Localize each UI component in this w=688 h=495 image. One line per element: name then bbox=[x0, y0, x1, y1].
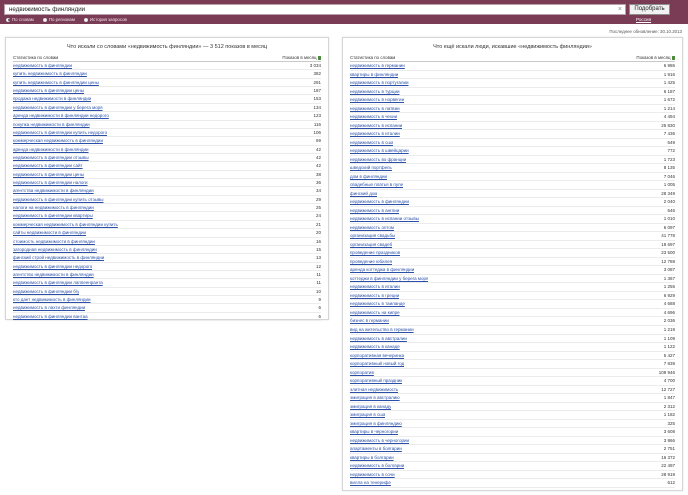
left-results-panel bbox=[5, 37, 329, 320]
table-row bbox=[13, 62, 321, 70]
table-row bbox=[350, 420, 675, 429]
query-link[interactable]: недвижимость в италии bbox=[350, 284, 400, 290]
query-link[interactable]: корпоративная вечеринка bbox=[350, 352, 405, 358]
col-views-header bbox=[636, 55, 675, 61]
excel-export-icon[interactable] bbox=[318, 56, 322, 60]
query-link[interactable]: недвижимость в черногории bbox=[350, 437, 409, 443]
table-row bbox=[350, 241, 675, 250]
table-header bbox=[13, 55, 321, 62]
table-row bbox=[350, 309, 675, 318]
views-count: 6 097 bbox=[663, 224, 675, 230]
table-row bbox=[350, 249, 675, 258]
query-link[interactable]: недвижимость в финляндии вантаа bbox=[13, 313, 88, 319]
query-link[interactable]: недвижимость в сша bbox=[350, 139, 394, 145]
views-count: 1 005 bbox=[663, 182, 675, 188]
table-row bbox=[350, 300, 675, 309]
table-row bbox=[13, 296, 321, 304]
query-link[interactable]: купить недвижимость в финляндии bbox=[13, 71, 87, 77]
views-count: 1 109 bbox=[663, 335, 675, 341]
views-count: 12 727 bbox=[661, 386, 675, 392]
table-row bbox=[350, 96, 675, 105]
views-count: 772 bbox=[667, 148, 675, 154]
views-count: 21 bbox=[315, 221, 321, 227]
query-link[interactable]: недвижимость в финляндии купить недорого bbox=[13, 129, 108, 135]
query-link[interactable]: недвижимость оптом bbox=[350, 224, 394, 230]
views-count: 28 919 bbox=[661, 471, 675, 477]
table-row bbox=[350, 335, 675, 344]
views-count: 3 087 bbox=[663, 267, 675, 273]
query-link[interactable]: недвижимость в португалии bbox=[350, 80, 409, 86]
views-count: 187 bbox=[313, 88, 321, 94]
views-count: 25 bbox=[315, 205, 321, 211]
views-count: 4 696 bbox=[663, 309, 675, 315]
table-row bbox=[13, 121, 321, 129]
table-row bbox=[350, 377, 675, 386]
col-views-header bbox=[282, 55, 321, 61]
panel-title: Что ещё искали люди, искавшие «недвижимость финляндии» bbox=[433, 44, 592, 50]
query-link[interactable]: финский строй недвижимость в финляндии bbox=[13, 255, 105, 261]
views-count: 11 bbox=[316, 271, 321, 277]
query-link[interactable]: недвижимость в финляндии цены bbox=[13, 88, 84, 94]
submit-button[interactable]: Подобрать bbox=[629, 4, 670, 15]
views-count: 12 bbox=[315, 263, 321, 269]
views-count: 28 349 bbox=[661, 190, 675, 196]
query-link[interactable]: продажа недвижимости в финляндии bbox=[13, 96, 92, 102]
table-row bbox=[13, 254, 321, 262]
query-link[interactable]: коттеджи в финляндии у берега моря bbox=[350, 275, 429, 281]
table-row bbox=[350, 164, 675, 173]
table-row bbox=[350, 258, 675, 267]
query-link[interactable]: эмиграция в канаду bbox=[350, 403, 392, 409]
views-count: 1 425 bbox=[663, 80, 675, 86]
table-row bbox=[13, 279, 321, 287]
table-row bbox=[350, 113, 675, 122]
table-row bbox=[350, 173, 675, 182]
table-row bbox=[350, 105, 675, 114]
table-row bbox=[13, 146, 321, 154]
views-count: 24 bbox=[315, 213, 321, 219]
views-count: 9 bbox=[318, 297, 321, 303]
table-row bbox=[350, 386, 675, 395]
table-row bbox=[350, 326, 675, 335]
query-link[interactable]: вид на жительство в германии bbox=[350, 326, 414, 332]
mode-history[interactable] bbox=[84, 16, 127, 23]
views-count: 6 929 bbox=[663, 292, 675, 298]
views-count: 20 bbox=[315, 230, 321, 236]
query-link[interactable]: недвижимость в финляндии б/у bbox=[13, 288, 80, 294]
query-link[interactable]: стоимость недвижимости в финляндии bbox=[13, 238, 95, 244]
views-count: 649 bbox=[667, 139, 675, 145]
query-link[interactable]: купить недвижимость в финляндии цены bbox=[13, 79, 99, 85]
table-row bbox=[350, 147, 675, 156]
table-row bbox=[13, 246, 321, 254]
excel-export-icon[interactable] bbox=[672, 56, 676, 60]
views-count: 18 697 bbox=[661, 241, 675, 247]
last-update-text: Последнее обновление: 30.10.2013 bbox=[609, 29, 682, 34]
views-count: 123 bbox=[313, 113, 321, 119]
table-row bbox=[350, 479, 675, 488]
search-header bbox=[0, 0, 688, 24]
query-link[interactable]: шведский портфель bbox=[350, 165, 392, 171]
query-link[interactable]: элитная недвижимость bbox=[350, 386, 399, 392]
results-table bbox=[13, 55, 321, 321]
query-link[interactable]: организация свадеб bbox=[350, 241, 393, 247]
query-link[interactable]: недвижимость в финляндии налоги bbox=[13, 180, 88, 186]
table-row bbox=[13, 70, 321, 78]
views-count: 382 bbox=[313, 71, 321, 77]
query-link[interactable]: налоги на недвижимость в финляндии bbox=[13, 205, 94, 211]
query-link[interactable]: недвижимость в финляндии квартиры bbox=[13, 213, 93, 219]
query-link[interactable]: недвижимость в финляндии bbox=[13, 63, 72, 68]
views-count: 1 219 bbox=[663, 326, 675, 332]
views-count: 8 135 bbox=[663, 165, 675, 171]
query-link[interactable]: недвижимость в канаде bbox=[350, 344, 400, 350]
query-link[interactable]: недвижимость в норвегии bbox=[350, 97, 405, 103]
views-count: 15 bbox=[315, 246, 321, 252]
mode-label: По словам bbox=[12, 17, 34, 22]
query-link[interactable]: бизнес в германии bbox=[350, 318, 389, 324]
table-row bbox=[350, 437, 675, 446]
query-link[interactable]: корпоративный новый год bbox=[350, 361, 405, 367]
views-count: 22 497 bbox=[661, 463, 675, 469]
table-row bbox=[350, 139, 675, 148]
views-count: 2 751 bbox=[663, 446, 675, 452]
radio-icon[interactable] bbox=[84, 18, 88, 22]
query-link[interactable]: агентства недвижимости в финляндии bbox=[13, 188, 94, 194]
query-link[interactable]: дом в финляндии bbox=[350, 173, 388, 179]
query-link[interactable]: корпоратив bbox=[350, 369, 374, 375]
table-row bbox=[350, 232, 675, 241]
views-count: 36 bbox=[315, 180, 321, 186]
query-link[interactable]: недвижимость в сочи bbox=[350, 471, 395, 477]
table-row bbox=[350, 283, 675, 292]
table-body bbox=[13, 62, 321, 321]
views-count: 16 bbox=[315, 238, 321, 244]
query-link[interactable]: аренда коттеджа в финляндии bbox=[350, 267, 415, 273]
views-count: 1 916 bbox=[663, 71, 675, 77]
table-row bbox=[13, 104, 321, 112]
views-count: 6 bbox=[318, 305, 321, 311]
mode-label: История запросов bbox=[89, 17, 127, 22]
table-row bbox=[13, 187, 321, 195]
table-row bbox=[350, 394, 675, 403]
table-row bbox=[350, 471, 675, 480]
table-row bbox=[350, 215, 675, 224]
right-results-panel bbox=[342, 37, 683, 491]
query-link[interactable]: финский дом bbox=[350, 190, 378, 196]
table-row bbox=[350, 454, 675, 463]
views-count: 29 bbox=[315, 196, 321, 202]
table-row bbox=[13, 196, 321, 204]
table-row bbox=[350, 360, 675, 369]
query-link[interactable]: квартиры в болгарии bbox=[350, 454, 394, 460]
views-count: 1 672 bbox=[663, 97, 675, 103]
mode-by-regions[interactable] bbox=[43, 16, 75, 23]
table-row bbox=[350, 292, 675, 301]
query-link[interactable]: агентство недвижимости в финляндии bbox=[13, 271, 94, 277]
mode-by-words[interactable] bbox=[6, 16, 34, 23]
views-count: 34 bbox=[315, 188, 321, 194]
table-row bbox=[350, 62, 675, 71]
views-count: 41 778 bbox=[661, 233, 675, 239]
table-row bbox=[350, 403, 675, 412]
views-count: 38 bbox=[315, 171, 321, 177]
query-link[interactable]: эмиграция в австралию bbox=[350, 395, 400, 401]
search-query-text: недвижимость финляндии bbox=[9, 6, 86, 13]
views-count: 2 312 bbox=[663, 403, 675, 409]
views-count: 69 bbox=[315, 138, 321, 144]
views-count: 6 986 bbox=[663, 63, 675, 68]
query-link[interactable]: недвижимость в финляндии сайт bbox=[13, 163, 83, 169]
query-link[interactable]: недвижимость в финляндии у берега моря bbox=[13, 104, 103, 110]
query-link[interactable]: эмиграция в финляндию bbox=[350, 420, 402, 426]
table-row bbox=[13, 162, 321, 170]
table-row bbox=[13, 79, 321, 87]
views-count: 1 847 bbox=[663, 395, 675, 401]
views-count: 7 839 bbox=[663, 361, 675, 367]
views-count: 291 bbox=[313, 79, 321, 85]
query-link[interactable]: недвижимость в австралии bbox=[350, 335, 407, 341]
table-row bbox=[350, 445, 675, 454]
views-count: 1 255 bbox=[663, 284, 675, 290]
query-link[interactable]: недвижимость в турции bbox=[350, 88, 400, 94]
query-link[interactable]: проведение праздников bbox=[350, 250, 400, 256]
query-link[interactable]: загородная недвижимость в финляндии bbox=[13, 246, 97, 252]
table-row bbox=[350, 411, 675, 420]
query-link[interactable]: свадебные платья в пуле bbox=[350, 182, 404, 188]
table-row bbox=[350, 181, 675, 190]
table-row bbox=[350, 156, 675, 165]
query-link[interactable]: вилла на тенерифе bbox=[350, 480, 391, 486]
views-count: 6 187 bbox=[663, 88, 675, 94]
views-count: 42 bbox=[315, 163, 321, 169]
col-views-label: Показов в месяц bbox=[636, 55, 671, 60]
table-row bbox=[350, 190, 675, 199]
views-count: 4 494 bbox=[663, 114, 675, 120]
table-row bbox=[350, 369, 675, 378]
views-count: 25 830 bbox=[661, 122, 675, 128]
table-row bbox=[13, 263, 321, 271]
views-count: 7 046 bbox=[663, 173, 675, 179]
views-count: 2 040 bbox=[663, 199, 675, 205]
views-count: 1 122 bbox=[663, 344, 675, 350]
query-link[interactable]: недвижимость в греции bbox=[350, 292, 400, 298]
table-row bbox=[13, 179, 321, 187]
views-count: 4 688 bbox=[663, 301, 675, 307]
views-count: 42 bbox=[315, 154, 321, 160]
table-row bbox=[350, 207, 675, 216]
views-count: 116 bbox=[313, 121, 321, 127]
views-count: 5 427 bbox=[663, 352, 675, 358]
query-link[interactable]: квартиры в черногории bbox=[350, 429, 399, 435]
query-link[interactable]: недвижимость на кипре bbox=[350, 309, 400, 315]
table-row bbox=[350, 79, 675, 88]
query-link[interactable]: квартиры в финляндии bbox=[350, 71, 399, 77]
table-header bbox=[350, 55, 675, 62]
query-link[interactable]: аренда недвижимости в финляндии недорого bbox=[13, 113, 109, 119]
views-count: 42 bbox=[315, 146, 321, 152]
views-count: 23 500 bbox=[661, 250, 675, 256]
query-link[interactable]: покупка недвижимости в финляндии bbox=[13, 121, 90, 127]
table-row bbox=[13, 137, 321, 145]
query-link[interactable]: недвижимость в финляндии купить отзывы bbox=[13, 196, 104, 202]
col-views-label: Показов в месяц bbox=[282, 55, 317, 60]
query-link[interactable]: недвижимость в финляндии цены bbox=[13, 171, 84, 177]
radio-icon[interactable] bbox=[43, 18, 47, 22]
views-count: 3 608 bbox=[663, 429, 675, 435]
table-row bbox=[13, 288, 321, 296]
query-link[interactable]: сайты недвижимости в финляндии bbox=[13, 230, 86, 236]
views-count: 1 367 bbox=[663, 275, 675, 281]
table-row bbox=[350, 428, 675, 437]
table-row bbox=[13, 87, 321, 95]
query-link[interactable]: недвижимость в таиланде bbox=[350, 301, 405, 307]
views-count: 1 010 bbox=[663, 216, 675, 222]
query-link[interactable]: недвижимость в швейцарии bbox=[350, 148, 409, 154]
views-count: 4 700 bbox=[663, 378, 675, 384]
views-count: 13 bbox=[315, 255, 321, 261]
table-row bbox=[350, 224, 675, 233]
col-query-header: Статистика по словам bbox=[350, 55, 396, 60]
table-row bbox=[350, 71, 675, 80]
query-link[interactable]: недвижимость в болгарии bbox=[350, 463, 405, 469]
table-row bbox=[350, 122, 675, 131]
views-count: 11 bbox=[316, 280, 321, 286]
table-row bbox=[13, 204, 321, 212]
search-mode-group bbox=[6, 16, 127, 23]
mode-label: По регионам bbox=[48, 17, 75, 22]
table-row bbox=[350, 266, 675, 275]
search-input[interactable] bbox=[4, 4, 626, 15]
views-count: 3 866 bbox=[663, 437, 675, 443]
views-count: 7 436 bbox=[663, 131, 675, 137]
query-link[interactable]: недвижимость в англии bbox=[350, 207, 400, 213]
query-link[interactable]: коммерческая недвижимость в финляндии купить bbox=[13, 221, 118, 227]
views-count: 1 214 bbox=[663, 105, 675, 111]
panel-title: Что искали со словами «недвижимость финляндии» — 3 512 показов в месяц bbox=[66, 44, 268, 50]
table-row bbox=[13, 238, 321, 246]
table-row bbox=[350, 88, 675, 97]
views-count: 3 034 bbox=[309, 63, 321, 68]
table-row bbox=[350, 317, 675, 326]
views-count: 612 bbox=[667, 480, 675, 486]
query-link[interactable]: организация свадьбы bbox=[350, 233, 396, 239]
table-row bbox=[350, 343, 675, 352]
query-link[interactable]: недвижимость в финляндии лаппеенранта bbox=[13, 280, 103, 286]
views-count: 1 182 bbox=[663, 412, 675, 418]
views-count: 10 bbox=[315, 288, 321, 294]
table-row bbox=[13, 313, 321, 321]
views-count: 1 723 bbox=[663, 156, 675, 162]
table-row bbox=[13, 221, 321, 229]
query-link[interactable]: проведение юбилея bbox=[350, 258, 393, 264]
query-link[interactable]: кто дает недвижимость в финляндии bbox=[13, 297, 91, 303]
radio-selected-icon[interactable] bbox=[6, 18, 10, 22]
query-link[interactable]: корпоративный праздник bbox=[350, 378, 403, 384]
table-body bbox=[350, 62, 675, 488]
table-row bbox=[13, 271, 321, 279]
query-link[interactable]: недвижимость в испании отзывы bbox=[350, 216, 419, 222]
table-row bbox=[350, 130, 675, 139]
region-link[interactable]: Россия bbox=[636, 17, 652, 22]
query-link[interactable]: недвижимость в финляндии отзывы bbox=[13, 154, 89, 160]
table-row bbox=[13, 95, 321, 103]
views-count: 16 372 bbox=[661, 454, 675, 460]
views-count: 325 bbox=[667, 420, 675, 426]
views-count: 106 bbox=[313, 129, 321, 135]
query-link[interactable]: недвижимость в германии bbox=[350, 63, 405, 68]
col-query-header: Статистика по словам bbox=[13, 55, 59, 60]
query-link[interactable]: недвижимость в финляндии недорого bbox=[13, 263, 93, 269]
table-row bbox=[13, 171, 321, 179]
views-count: 134 bbox=[313, 104, 321, 110]
table-row bbox=[13, 212, 321, 220]
query-link[interactable]: апартаменты в болгарии bbox=[350, 446, 402, 452]
views-count: 2 036 bbox=[663, 318, 675, 324]
views-count: 646 bbox=[667, 207, 675, 213]
views-count: 153 bbox=[313, 96, 321, 102]
table-row bbox=[13, 304, 321, 312]
table-row bbox=[13, 129, 321, 137]
table-row bbox=[13, 154, 321, 162]
close-icon[interactable]: × bbox=[617, 6, 622, 13]
table-row bbox=[350, 462, 675, 471]
query-link[interactable]: недвижимость в финляндии bbox=[350, 199, 409, 205]
query-link[interactable]: аренда недвижимости в финляндии bbox=[13, 146, 89, 152]
query-link[interactable]: недвижимость в латвии bbox=[350, 105, 400, 111]
views-count: 6 bbox=[318, 313, 321, 319]
table-row bbox=[350, 352, 675, 361]
query-link[interactable]: коммерческая недвижимость в финляндии bbox=[13, 138, 103, 144]
query-link[interactable]: недвижимость в лахти финляндии bbox=[13, 305, 86, 311]
query-link[interactable]: недвижимость в испании bbox=[350, 122, 403, 128]
query-link[interactable]: недвижимость в чехии bbox=[350, 114, 398, 120]
table-row bbox=[13, 112, 321, 120]
views-count: 109 946 bbox=[658, 369, 675, 375]
table-row bbox=[350, 275, 675, 284]
results-table bbox=[350, 55, 675, 488]
table-row bbox=[13, 229, 321, 237]
query-link[interactable]: эмиграция в сша bbox=[350, 412, 386, 418]
query-link[interactable]: недвижимость в италии bbox=[350, 131, 400, 137]
table-row bbox=[350, 198, 675, 207]
views-count: 12 788 bbox=[661, 258, 675, 264]
query-link[interactable]: недвижимость во франции bbox=[350, 156, 407, 162]
